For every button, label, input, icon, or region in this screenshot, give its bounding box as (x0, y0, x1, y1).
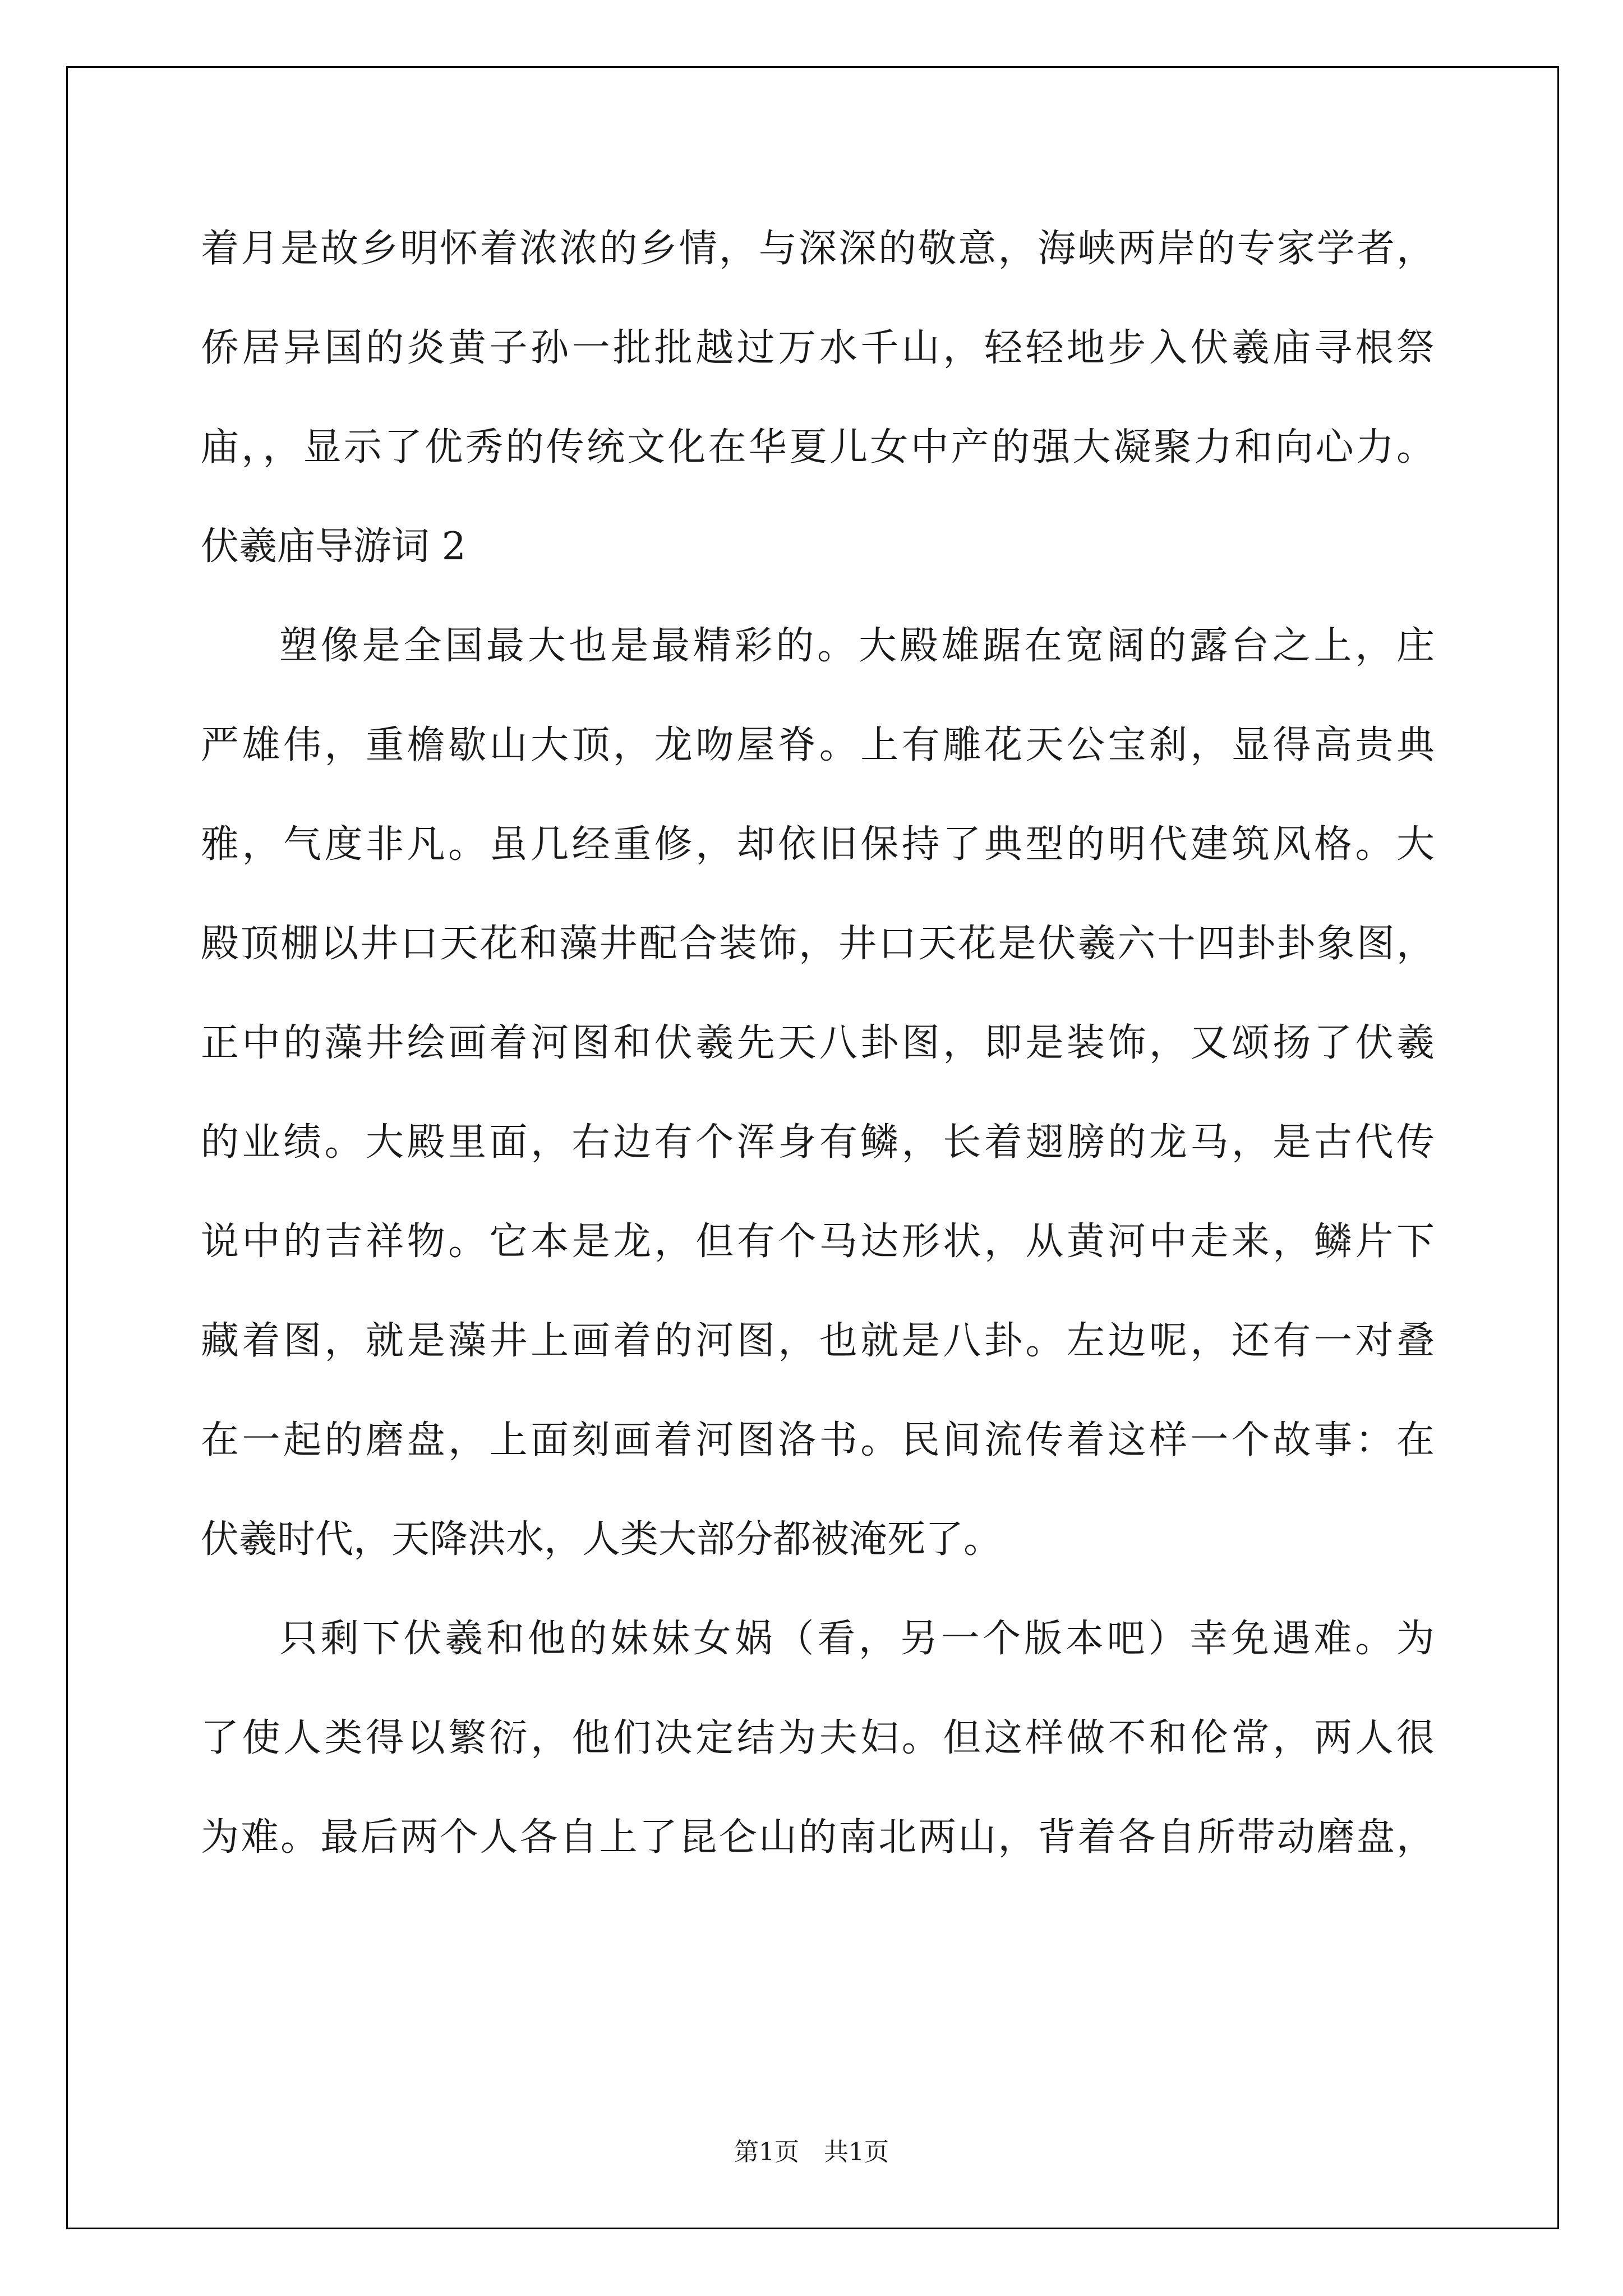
text-line-9: 正中的藻井绘画着河图和伏羲先天八卦图，即是装饰，又颂扬了伏羲 (201, 1021, 1435, 1065)
text-line-15: 只剩下伏羲和他的妹妹女娲（看，另一个版本吧）幸免遇难。为 (279, 1617, 1435, 1661)
section-heading: 伏羲庙导游词 2 (201, 524, 466, 569)
page-footer: 第1页 共1页 (734, 2138, 889, 2166)
text-line-14: 伏羲时代，天降洪水，人类大部分都被淹死了。 (201, 1517, 1002, 1562)
document-body (201, 199, 1435, 1887)
text-line-17: 为难。最后两个人各自上了昆仑山的南北两山，背着各自所带动磨盘， (201, 1815, 1435, 1860)
text-line-16: 了使人类得以繁衍，他们决定结为夫妇。但这样做不和伦常，两人很 (201, 1716, 1435, 1760)
text-line-10: 的业绩。大殿里面，右边有个浑身有鳞，长着翅膀的龙马，是古代传 (201, 1120, 1435, 1165)
text-line-1: 着月是故乡明怀着浓浓的乡情，与深深的敬意，海峡两岸的专家学者， (201, 227, 1435, 271)
text-line-13: 在一起的磨盘，上面刻画着河图洛书。民间流传着这样一个故事：在 (201, 1418, 1435, 1462)
text-line-2: 侨居异国的炎黄子孙一批批越过万水千山，轻轻地步入伏羲庙寻根祭 (201, 326, 1435, 370)
text-line-8: 殿顶棚以井口天花和藻井配合装饰，井口天花是伏羲六十四卦卦象图， (201, 922, 1435, 966)
text-line-6: 严雄伟，重檐歇山大顶，龙吻屋脊。上有雕花天公宝刹，显得高贵典 (201, 723, 1435, 767)
text-line-11: 说中的吉祥物。它本是龙，但有个马达形状，从黄河中走来，鳞片下 (201, 1220, 1435, 1264)
text-line-5: 塑像是全国最大也是最精彩的。大殿雄踞在宽阔的露台之上，庄 (279, 624, 1435, 668)
text-line-7: 雅，气度非凡。虽几经重修，却依旧保持了典型的明代建筑风格。大 (201, 822, 1435, 867)
text-line-3: 庙，，显示了优秀的传统文化在华夏儿女中产的强大凝聚力和向心力。 (201, 425, 1435, 470)
text-line-12: 藏着图，就是藻井上画着的河图，也就是八卦。左边呢，还有一对叠 (201, 1319, 1435, 1363)
